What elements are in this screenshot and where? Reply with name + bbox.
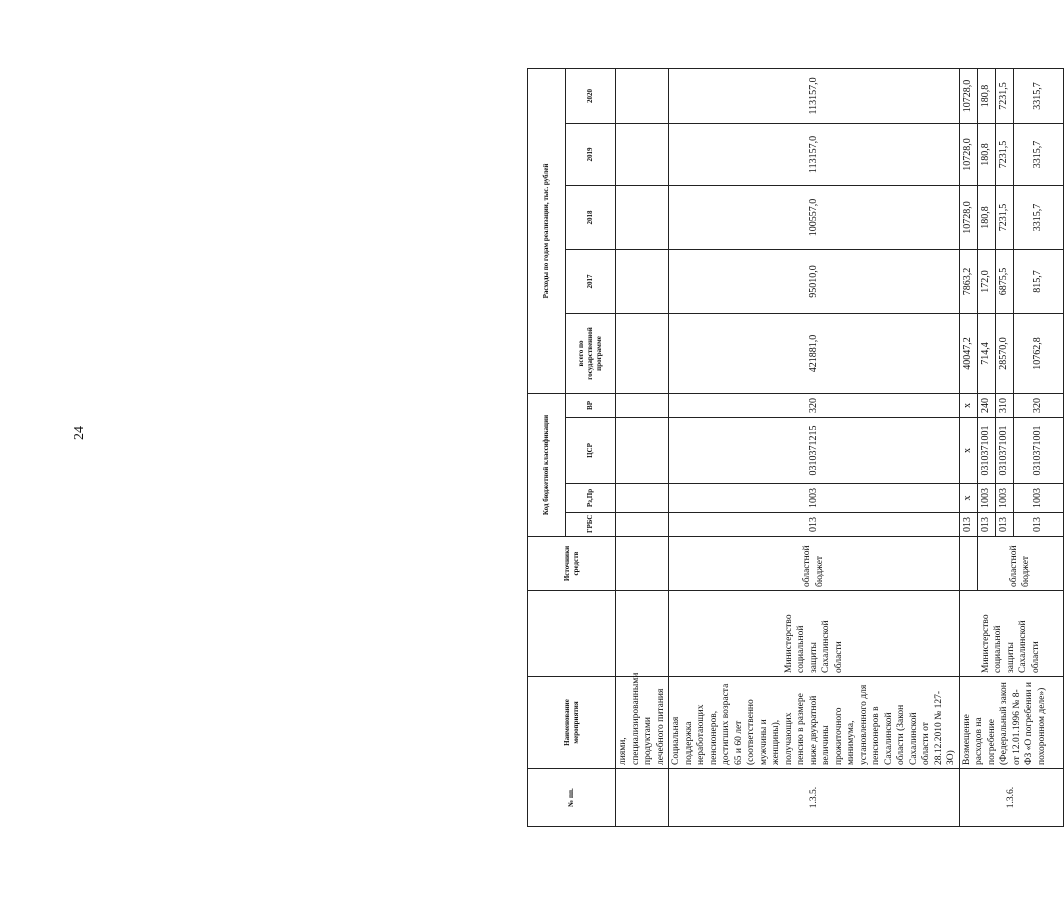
cell-rzpr: х <box>959 484 977 513</box>
page-number: 24 <box>72 426 87 440</box>
cell-grbs: 013 <box>977 513 995 537</box>
header-total: всего по государственной программе <box>566 313 616 393</box>
cell-empty <box>616 249 669 313</box>
header-2017: 2017 <box>566 249 616 313</box>
cell-2020: 7231,5 <box>995 68 1013 123</box>
cell-csr: 0310371215 <box>669 418 960 484</box>
cell-csr: х <box>959 418 977 484</box>
cell-vr: 240 <box>977 393 995 417</box>
header-expenses: Расходы по годам реализации, тыс. рублей <box>528 68 566 393</box>
cell-2020: 113157,0 <box>669 68 960 123</box>
table-row-1-3-6-a <box>959 68 977 826</box>
header-grbs: ГРБС <box>566 513 616 537</box>
cell-empty <box>616 513 669 537</box>
cell-rzpr: 1003 <box>977 484 995 513</box>
header-rzpr: Рз,Пр <box>566 484 616 513</box>
header-executor <box>528 591 616 677</box>
header-kbk: Код бюджетной классификации <box>528 393 566 536</box>
cell-vr: 320 <box>669 393 960 417</box>
cell-grbs: 013 <box>669 513 960 537</box>
cell-empty <box>616 393 669 417</box>
cell-csr: 0310371001 <box>1013 418 1063 484</box>
cell-2019: 10728,0 <box>959 123 977 185</box>
cell-2019: 7231,5 <box>995 123 1013 185</box>
header-2019: 2019 <box>566 123 616 185</box>
header-2020: 2020 <box>566 68 616 123</box>
cell-2018: 180,8 <box>977 185 995 249</box>
cell-empty <box>616 537 669 591</box>
cell-vr: х <box>959 393 977 417</box>
cell-empty <box>616 313 669 393</box>
cell-num: 1.3.5. <box>669 769 960 827</box>
cell-executor: Министерство социальной защиты Сахалинской области <box>959 591 1063 677</box>
cell-name: Социальная поддержка неработающих пенсионеров, достигших возраста 65 и 60 лет (соответственно мужчины и женщины), получающих пенсию в размере ниже двукратной величины прожиточного минимума, установленного для пенсионеров в Сахалинской области (Закон Сахалинской области от 28.12.2010 № 127-ЗО) <box>669 677 960 769</box>
cell-2017: 815,7 <box>1013 249 1063 313</box>
cell-empty <box>616 185 669 249</box>
header-num: № пп. <box>528 769 616 827</box>
cell-rzpr: 1003 <box>1013 484 1063 513</box>
header-csr: ЦСР <box>566 418 616 484</box>
header-vr: ВР <box>566 393 616 417</box>
cell-rzpr: 1003 <box>995 484 1013 513</box>
cell-grbs: 013 <box>959 513 977 537</box>
rotated-table-stage <box>527 69 1047 827</box>
cell-empty <box>616 591 669 677</box>
table-row-continuation <box>616 68 669 826</box>
budget-table <box>527 68 1064 827</box>
cell-rzpr: 1003 <box>669 484 960 513</box>
cell-grbs: 013 <box>995 513 1013 537</box>
cell-2017: 6875,5 <box>995 249 1013 313</box>
cell-2018: 100557,0 <box>669 185 960 249</box>
cell-2020: 180,8 <box>977 68 995 123</box>
table-row-1-3-5 <box>669 68 960 826</box>
cell-total: 28570,0 <box>995 313 1013 393</box>
cell-total: 421881,0 <box>669 313 960 393</box>
cell-source: областной бюджет <box>669 537 960 591</box>
cell-2020: 3315,7 <box>1013 68 1063 123</box>
cell-empty <box>616 769 669 827</box>
cell-csr: 0310371001 <box>995 418 1013 484</box>
cell-empty <box>616 68 669 123</box>
cell-total: 40047,2 <box>959 313 977 393</box>
cell-num: 1.3.6. <box>959 769 1063 827</box>
cell-vr: 320 <box>1013 393 1063 417</box>
cell-grbs: 013 <box>1013 513 1063 537</box>
cell-executor: Министерство социальной защиты Сахалинской области <box>669 591 960 677</box>
cell-2019: 3315,7 <box>1013 123 1063 185</box>
cell-2018: 10728,0 <box>959 185 977 249</box>
cell-2017: 95010,0 <box>669 249 960 313</box>
cell-name: лиями, специализированными продуктами лечебного питания <box>616 677 669 769</box>
cell-total: 10762,8 <box>1013 313 1063 393</box>
cell-empty <box>616 484 669 513</box>
header-source: Источники средств <box>528 537 616 591</box>
cell-2018: 3315,7 <box>1013 185 1063 249</box>
cell-2017: 7863,2 <box>959 249 977 313</box>
cell-2019: 113157,0 <box>669 123 960 185</box>
cell-source-empty <box>959 537 977 591</box>
cell-vr: 310 <box>995 393 1013 417</box>
cell-source: областной бюджет <box>977 537 1063 591</box>
cell-csr: 0310371001 <box>977 418 995 484</box>
header-name: Наименование мероприятия <box>528 677 616 769</box>
header-2018: 2018 <box>566 185 616 249</box>
cell-2018: 7231,5 <box>995 185 1013 249</box>
cell-empty <box>616 123 669 185</box>
cell-2019: 180,8 <box>977 123 995 185</box>
cell-empty <box>616 418 669 484</box>
cell-2017: 172,0 <box>977 249 995 313</box>
cell-2020: 10728,0 <box>959 68 977 123</box>
header-row-1 <box>528 68 566 826</box>
cell-total: 714,4 <box>977 313 995 393</box>
cell-name: Возмещение расходов на погребение (Федеральный закон от 12.01.1996 № 8-ФЗ «О погребении и похоронном деле») <box>959 677 1063 769</box>
